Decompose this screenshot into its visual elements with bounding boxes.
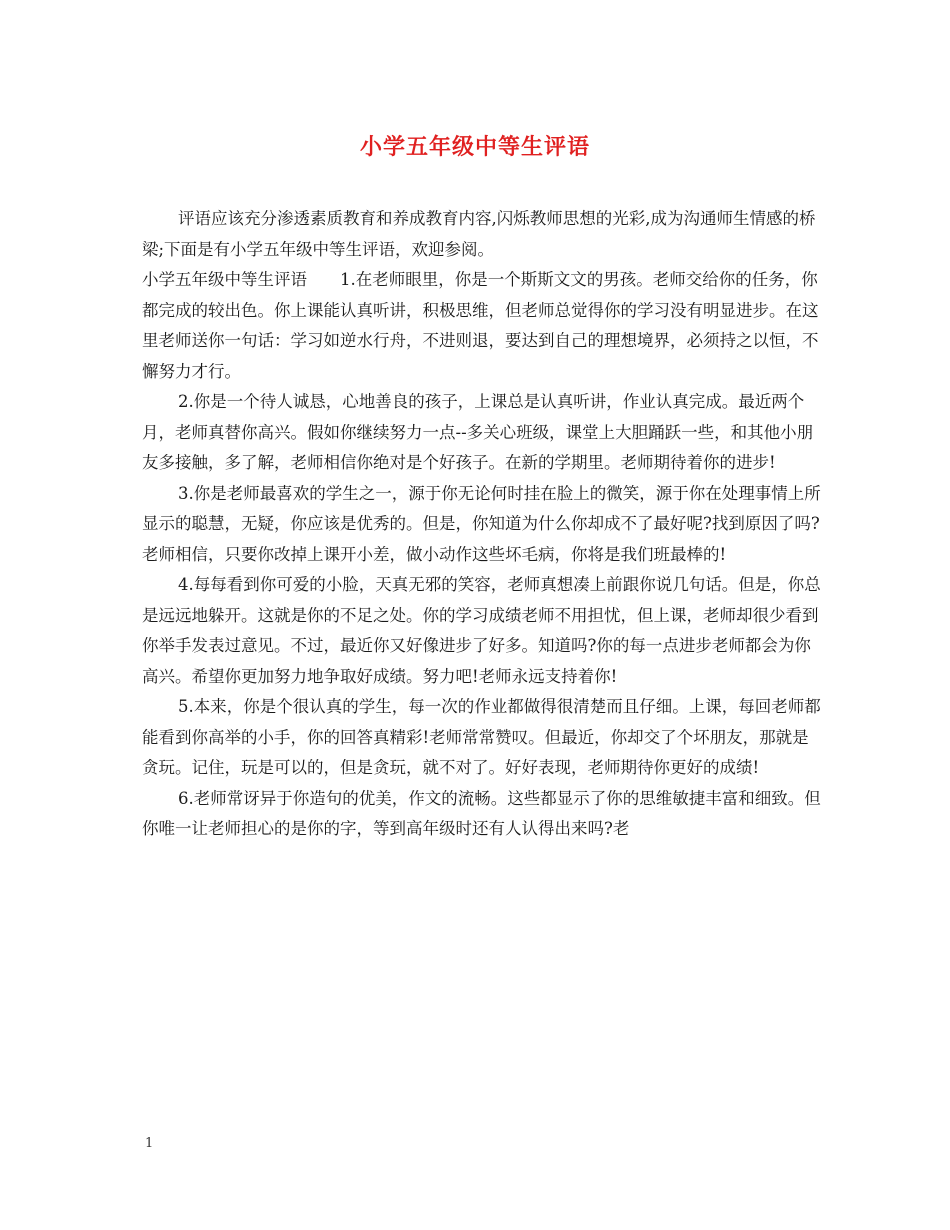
paragraph-comment-2: 2.你是一个待人诚恳，心地善良的孩子，上课总是认真听讲，作业认真完成。最近两个月，老师真替你高兴。假如你继续努力一点--多关心班级，课堂上大胆踊跃一些，和其他小朋友多接触，多了解，老师相信你绝对是个好孩子。在新的学期里。老师期待着你的进步! bbox=[142, 392, 814, 472]
paragraph-comment-6: 6.老师常讶异于你造句的优美，作文的流畅。这些都显示了你的思维敏捷丰富和细致。但你唯一让老师担心的是你的字，等到高年级时还有人认得出来吗?老 bbox=[142, 788, 821, 838]
paragraph-comment-5: 5.本来，你是个很认真的学生，每一次的作业都做得很清楚而且仔细。上课，每回老师都能看到你高举的小手，你的回答真精彩!老师常常赞叹。但最近，你却交了个坏朋友，那就是贪玩。记住，玩是可以的，但是贪玩，就不对了。好好表现，老师期待你更好的成绩! bbox=[142, 697, 821, 777]
paragraph-intro: 评语应该充分渗透素质教育和养成教育内容,闪烁教师思想的光彩,成为沟通师生情感的桥梁;下面是有小学五年级中等生评语，欢迎参阅。 bbox=[142, 209, 816, 259]
paragraph-comment-4: 4.每每看到你可爱的小脸，天真无邪的笑容，老师真想凑上前跟你说几句话。但是，你总是远远地躲开。这就是你的不足之处。你的学习成绩老师不用担忧，但上课，老师却很少看到你举手发表过意见。不过，最近你又好像进步了好多。知道吗?你的每一点进步老师都会为你高兴。希望你更加努力地争取好成绩。努力吧!老师永远支持着你! bbox=[142, 575, 821, 686]
document-title: 小学五年级中等生评语 bbox=[359, 134, 590, 160]
paragraph-comment-1: 小学五年级中等生评语 1.在老师眼里，你是一个斯斯文文的男孩。老师交给你的任务，你都完成的较出色。你上课能认真听讲，积极思维，但老师总觉得你的学习没有明显进步。在这里老师送你一句话：学习如逆水行舟，不进则退，要达到自己的理想境界，必须持之以恒，不懈努力才行。 bbox=[142, 270, 819, 381]
document-body bbox=[142, 204, 822, 845]
paragraph-comment-3: 3.你是老师最喜欢的学生之一，源于你无论何时挂在脸上的微笑，源于你在处理事情上所显示的聪慧，无疑，你应该是优秀的。但是，你知道为什么你却成不了最好呢?找到原因了吗?老师相信，只要你改掉上课开小差，做小动作这些坏毛病，你将是我们班最棒的! bbox=[142, 483, 821, 564]
page-number: 1 bbox=[145, 1136, 154, 1151]
